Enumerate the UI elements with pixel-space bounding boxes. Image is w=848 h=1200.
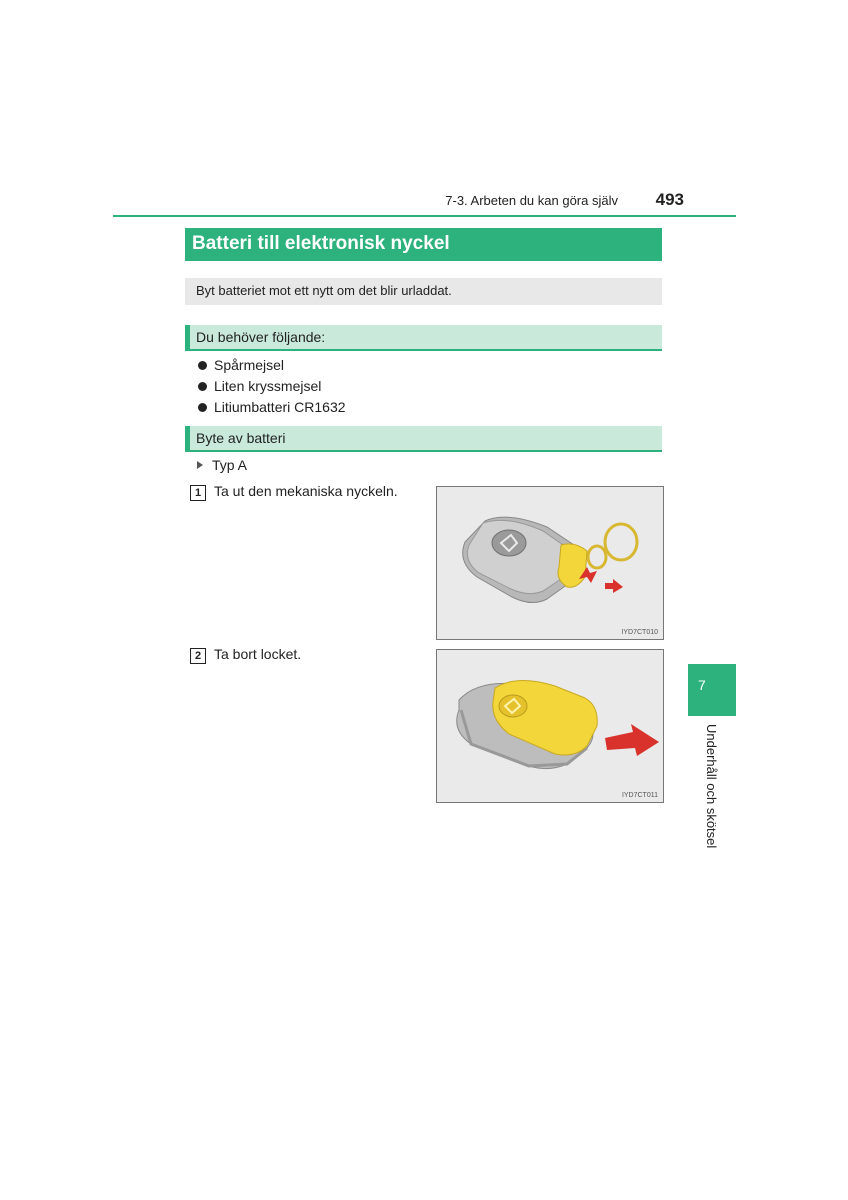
chapter-number: 7 <box>698 677 706 693</box>
list-item-label: Liten kryssmejsel <box>214 378 322 394</box>
chapter-label: Underhåll och skötsel <box>704 724 719 849</box>
header-rule <box>113 215 736 217</box>
list-item <box>196 376 346 397</box>
needs-list <box>196 355 346 418</box>
figure-remove-cover <box>436 649 664 803</box>
header-section-title: 7-3. Arbeten du kan göra själv <box>445 193 618 208</box>
bullet-icon <box>198 361 207 370</box>
figure-code: IYD7CT011 <box>621 792 658 799</box>
replace-heading <box>185 426 662 452</box>
intro-text: Byt batteriet mot ett nytt om det blir urladdat. <box>196 283 452 298</box>
needs-heading <box>185 325 662 351</box>
type-label: Typ A <box>212 457 248 473</box>
figure-code: IYD7CT010 <box>621 629 658 636</box>
replace-heading-text: Byte av batteri <box>196 430 286 446</box>
list-item-label: Spårmejsel <box>214 357 285 373</box>
step-number-box: 2 <box>190 648 206 664</box>
figure-remove-mechanical-key <box>436 486 664 640</box>
key-fob-cover-illustration <box>437 650 663 802</box>
needs-heading-text: Du behöver följande: <box>196 329 326 345</box>
bullet-icon <box>198 403 207 412</box>
key-fob-illustration <box>437 487 663 639</box>
step-text: Ta bort locket. <box>214 646 302 662</box>
chapter-tab <box>688 664 736 716</box>
type-line <box>197 457 247 473</box>
page-number: 493 <box>655 190 684 209</box>
list-item <box>196 355 346 376</box>
step-2 <box>190 646 301 664</box>
section-title: Batteri till elektronisk nyckel <box>192 233 450 254</box>
step-1 <box>190 483 398 501</box>
bullet-icon <box>198 382 207 391</box>
step-text: Ta ut den mekaniska nyckeln. <box>214 483 398 499</box>
triangle-bullet-icon <box>197 461 203 469</box>
step-number-box: 1 <box>190 485 206 501</box>
intro-box <box>185 278 662 305</box>
section-title-box <box>185 228 662 261</box>
list-item <box>196 397 346 418</box>
list-item-label: Litiumbatteri CR1632 <box>214 399 346 415</box>
